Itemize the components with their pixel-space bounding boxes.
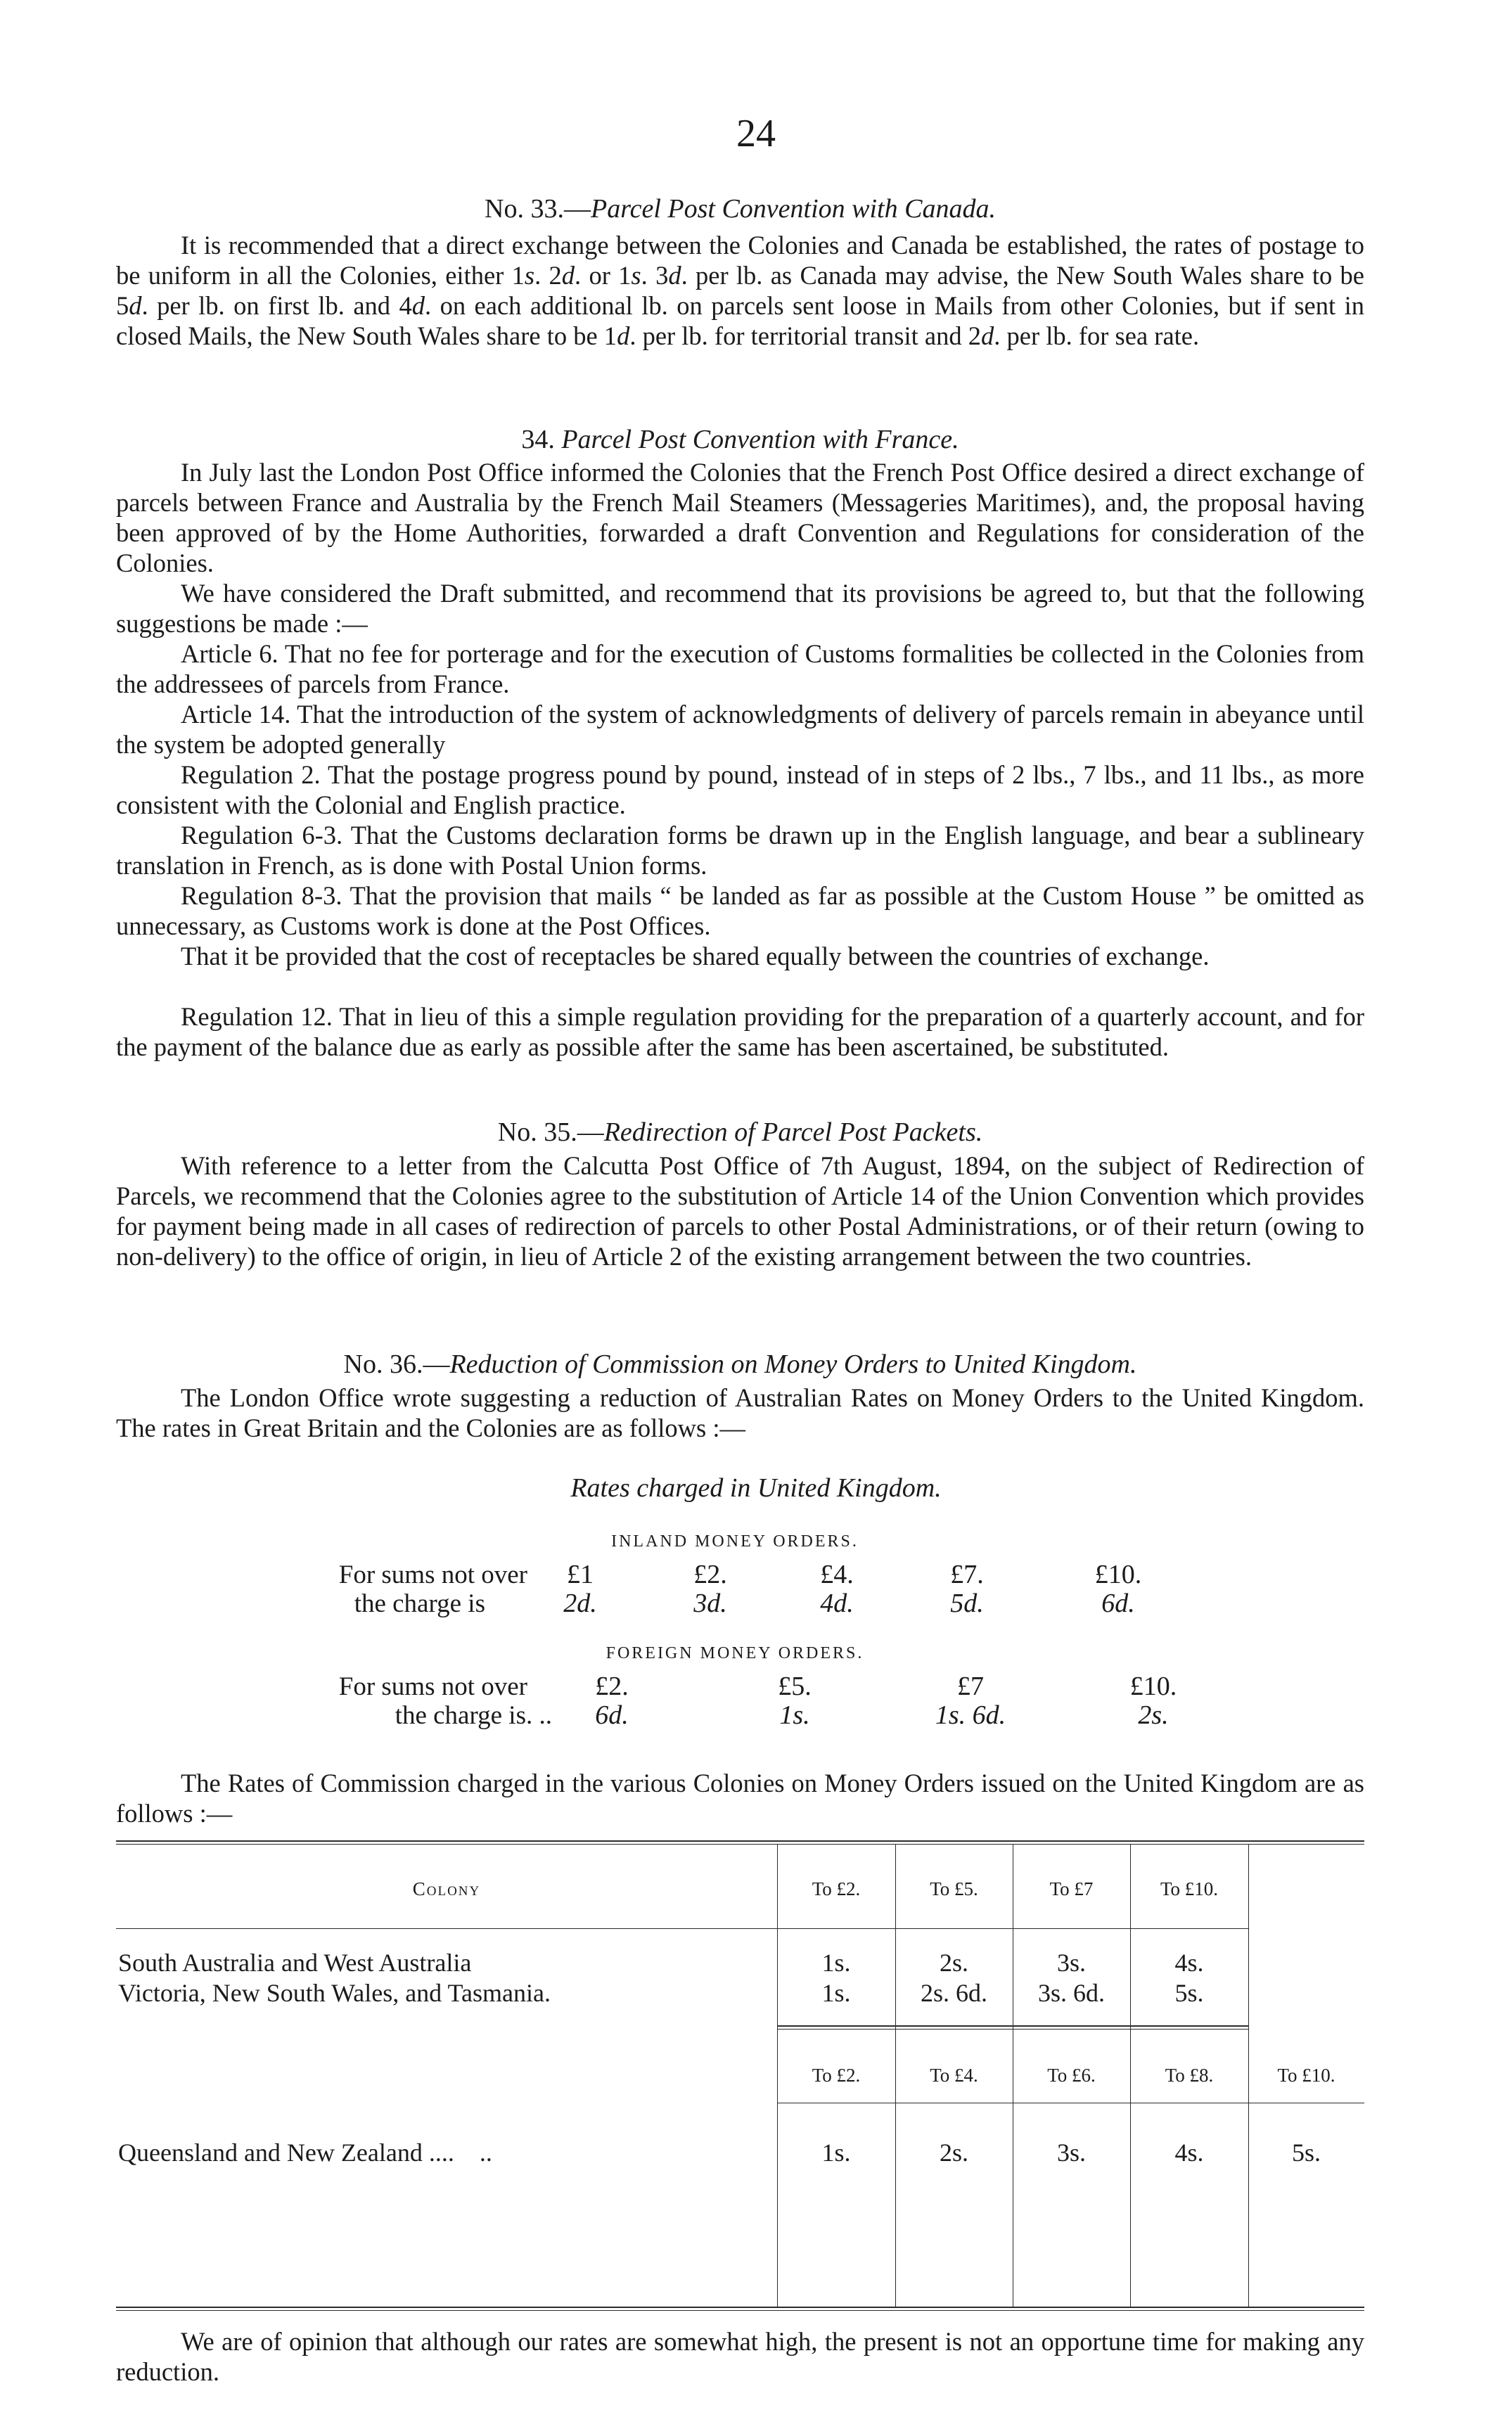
table-colony-name: South Australia and West Australia	[118, 1949, 472, 1977]
section-33-number: No. 33.—	[485, 194, 591, 224]
table-rate-cell: 1s.	[821, 2139, 851, 2167]
foreign-charge-label: the charge is. ..	[395, 1701, 552, 1730]
currency-abbrev: d	[561, 261, 575, 290]
inland-sum-value: £4.	[820, 1560, 854, 1589]
colony-column-header	[116, 1874, 777, 1904]
section-34-regulation-6-3: Regulation 6-3. That the Customs declaration forms be drawn up in the English language, and bear a sublineary translation in French, as is done with Postal Union forms.	[116, 821, 1364, 880]
inland-charge-value: 6d.	[1101, 1589, 1135, 1618]
table-rate-cell: 3s.	[1056, 1949, 1086, 1977]
header-rule-left	[116, 1928, 777, 1929]
foreign-sums-label: For sums not over	[338, 1672, 527, 1701]
currency-abbrev: d	[668, 261, 681, 290]
section-33-body	[116, 230, 1364, 351]
inland-charge-label: the charge is	[354, 1589, 485, 1618]
section-34-regulation-8-3: Regulation 8-3. That the provision that mails “ be landed as far as possible at the Custom House ” be omitted as unnecessary, as Customs work is done at the Post Offices.	[116, 881, 1364, 940]
table-header-cell: To £10.	[1160, 1878, 1219, 1899]
inland-charge-value: 2d.	[563, 1589, 597, 1618]
table-bottom-rule-inner	[116, 2310, 1364, 2311]
section-rule-a	[777, 2025, 1248, 2027]
inland-sum-value: £1	[567, 1560, 594, 1589]
section-33-text: . 3	[641, 261, 669, 290]
section-33-heading	[116, 193, 1364, 224]
table-rate-cell: 2s. 6d.	[920, 1979, 987, 2007]
foreign-sum-value: £2.	[595, 1672, 629, 1701]
page-number: 24	[736, 112, 776, 155]
foreign-sum-value: £5.	[778, 1672, 812, 1701]
foreign-sum-value: £7	[957, 1672, 984, 1701]
currency-abbrev: d	[981, 321, 994, 350]
foreign-charge-value: 1s. 6d.	[935, 1700, 1006, 1730]
table-rate-cell: 3s.	[1056, 2139, 1086, 2167]
section-35-body: With reference to a letter from the Calcutta Post Office of 7th August, 1894, on the subject of Redirection of Parcels, we recommend that the Colonies agree to the substitution of Article 14 of the Union Convention which provides for payment being made in all cases of redirection of parcels to other Postal Administrations, or of their return (owing to non-delivery) to the office of origin, in lieu of Article 2 of the existing arrangement between the two countries.	[116, 1151, 1364, 1271]
section-33-text: . on each additional lb. on parcels sent loose in Mails from other Colonies, but if sent in closed Mails, the New South Wales share to be 1	[116, 291, 1364, 350]
section-34-receptacles: That it be provided that the cost of receptacles be shared equally between the countries of exchange.	[181, 942, 1210, 970]
section-34-regulation-12: Regulation 12. That in lieu of this a simple regulation providing for the preparation of a quarterly account, and for the payment of the balance due as early as possible after the same has been ascertained, be substituted.	[116, 1002, 1364, 1061]
table-header-cell: To £6.	[1047, 2065, 1096, 2086]
inland-charge-value: 4d.	[820, 1589, 854, 1618]
table-header-cell: To £4.	[930, 2065, 978, 2086]
table-header-cell: To £8.	[1165, 2065, 1214, 2086]
section-33-title: Parcel Post Convention with Canada.	[591, 194, 996, 224]
section-35-heading	[116, 1117, 1364, 1148]
section-34-article-6: Article 6. That no fee for porterage and for the execution of Customs formalities be collected in the Colonies from the addressees of parcels from France.	[116, 639, 1364, 698]
currency-abbrev: d	[129, 291, 142, 320]
table-rate-cell: 4s.	[1174, 2139, 1204, 2167]
section-33-text: . or 1	[575, 261, 632, 290]
section-34-paragraph-2: We have considered the Draft submitted, and recommend that its provisions be agreed to, but that the following suggestions be made :—	[116, 579, 1364, 638]
rates-of-commission-intro: The Rates of Commission charged in the various Colonies on Money Orders issued on the United Kingdom are as follows :—	[116, 1769, 1364, 1828]
section-36-title: Reduction of Commission on Money Orders to United Kingdom.	[449, 1349, 1137, 1379]
section-33-text: . per lb. for sea rate.	[994, 321, 1200, 350]
table-header-cell: To £2.	[812, 1878, 861, 1899]
section-33-text: It is recommended that a direct exchange between the Colonies and Canada be established, the rates of postage to be uniform in all the Colonies, either 1	[116, 231, 1364, 290]
table-rate-cell: 2s.	[939, 1949, 968, 1977]
section-36-heading	[116, 1349, 1364, 1380]
inland-money-orders-label: INLAND MONEY ORDERS.	[611, 1532, 859, 1551]
inland-sums-label: For sums not over	[338, 1560, 527, 1589]
section-35-number: No. 35.—	[497, 1117, 604, 1147]
table-rate-cell: 2s.	[939, 2139, 968, 2167]
table-top-rule-inner	[116, 1844, 1364, 1845]
section-35-title: Redirection of Parcel Post Packets.	[603, 1117, 983, 1147]
table-header-cell: To £5.	[930, 1878, 978, 1899]
rates-heading: Rates charged in United Kingdom.	[570, 1473, 942, 1503]
section-34-regulation-2: Regulation 2. That the postage progress pound by pound, instead of in steps of 2 lbs., 7 lbs., and 11 lbs., as more consistent with the Colonial and English practice.	[116, 760, 1364, 819]
foreign-charge-value: 2s.	[1138, 1700, 1169, 1730]
table-header-cell: To £10.	[1277, 2065, 1335, 2086]
inland-charge-value: 5d.	[950, 1589, 984, 1618]
section-33-text: . per lb. for territorial transit and 2	[629, 321, 981, 350]
section-34-number: 34.	[521, 425, 562, 454]
section-36-body: The London Office wrote suggesting a reduction of Australian Rates on Money Orders to the United Kingdom. The rates in Great Britain and the Colonies are as follows :—	[116, 1383, 1364, 1442]
table-bottom-rule	[116, 2307, 1364, 2308]
table-rate-cell: 1s.	[821, 1949, 851, 1977]
table-rate-cell: 5s.	[1291, 2139, 1321, 2167]
closing-paragraph: We are of opinion that although our rates are somewhat high, the present is not an opportune time for making any reduction.	[116, 2327, 1364, 2386]
table-rate-cell: 5s.	[1174, 1979, 1204, 2007]
currency-abbrev: d	[617, 321, 630, 350]
section-rule-b	[777, 2029, 1248, 2030]
inland-charge-value: 3d.	[693, 1589, 727, 1618]
section-33-text: . per lb. on first lb. and 4	[141, 291, 412, 320]
section-33-text: . per lb. as Canada may advise, the New South Wales share to be 5	[116, 261, 1364, 320]
table-header-cell: To £7	[1049, 1878, 1094, 1899]
inland-sum-value: £10.	[1094, 1560, 1142, 1589]
section-34-article-14: Article 14. That the introduction of the system of acknowledgments of delivery of parcels remain in abeyance until the system be adopted generally	[116, 700, 1364, 759]
table-colony-name: Victoria, New South Wales, and Tasmania.	[118, 1979, 551, 2007]
currency-abbrev: s	[524, 261, 535, 290]
foreign-sum-value: £10.	[1129, 1672, 1177, 1701]
table-rate-cell: 1s.	[821, 1979, 851, 2007]
section-36-number: No. 36.—	[343, 1349, 450, 1379]
colony-column-header-text: Colony	[412, 1878, 481, 1899]
table-colony-name: Queensland and New Zealand .... ..	[118, 2139, 492, 2167]
foreign-charge-value: 1s.	[779, 1700, 810, 1730]
currency-abbrev: d	[411, 291, 425, 320]
table-rate-cell: 4s.	[1174, 1949, 1204, 1977]
section-33-text: . 2	[534, 261, 562, 290]
inland-sum-value: £7.	[950, 1560, 984, 1589]
section-34-title: Parcel Post Convention with France.	[561, 425, 959, 454]
foreign-money-orders-label: FOREIGN MONEY ORDERS.	[606, 1644, 864, 1662]
inland-sum-value: £2.	[693, 1560, 727, 1589]
table-rate-cell: 3s. 6d.	[1037, 1979, 1105, 2007]
currency-abbrev: s	[631, 261, 641, 290]
section-34-paragraph-1: In July last the London Post Office informed the Colonies that the French Post Office desired a direct exchange of parcels between France and Australia by the French Mail Steamers (Messageries Maritimes), and, the proposal having been approved of by the Home Authorities, forwarded a draft Convention and Regulations for consideration of the Colonies.	[116, 458, 1364, 577]
table-top-rule	[116, 1840, 1364, 1842]
table-header-cell: To £2.	[812, 2065, 861, 2086]
foreign-charge-value: 6d.	[595, 1700, 629, 1730]
section-34-heading	[116, 424, 1364, 455]
